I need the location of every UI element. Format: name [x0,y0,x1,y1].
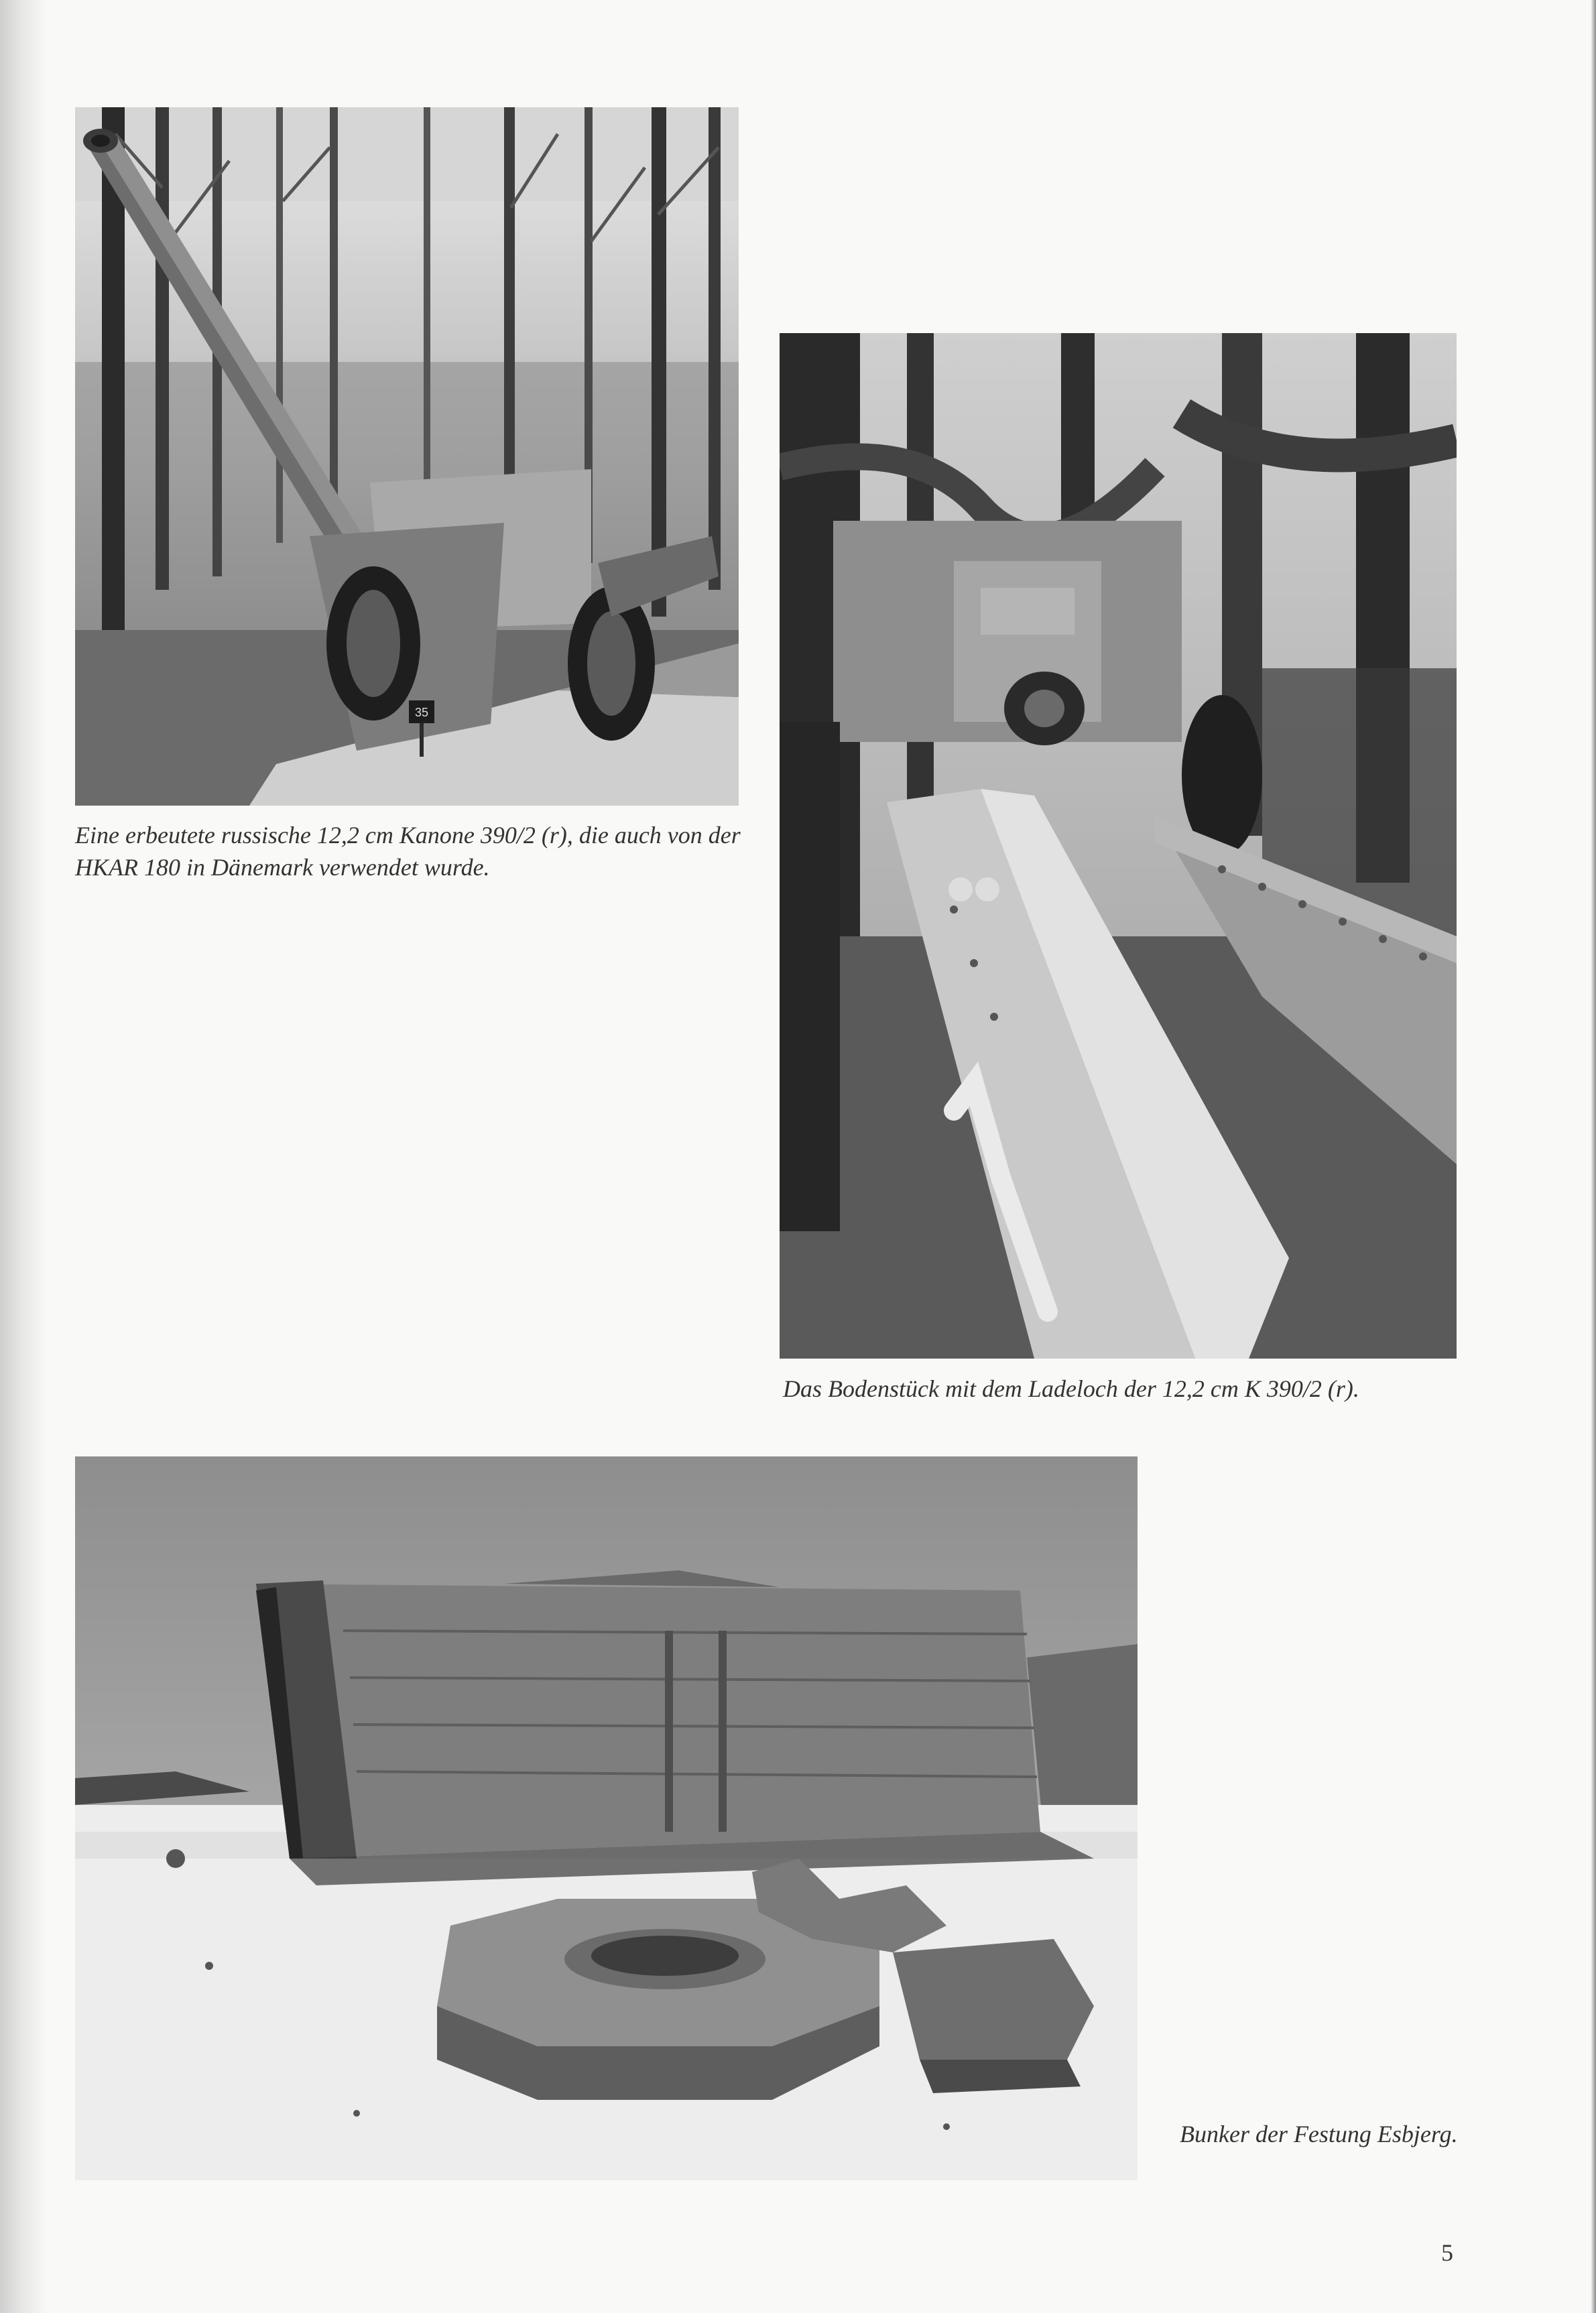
page-right-edge [1591,0,1596,2313]
page-binding-shadow [0,0,47,2313]
bunker-illustration [75,1456,1138,2180]
bunker-caption: Bunker der Festung Esbjerg. [1180,2121,1458,2147]
bunker-photo [75,1456,1138,2180]
museum-sign-number: 35 [414,706,429,719]
cannon-caption: Eine erbeutete russische 12,2 cm Kanone 390/2 (r), die auch von der HKAR 180 in Dänemark verwendet wurde. [75,822,741,881]
breech-photo [780,333,1457,1359]
page-number: 5 [1441,2239,1453,2266]
cannon-forest-photo [75,107,739,806]
breech-illustration [780,333,1457,1359]
breech-caption: Das Bodenstück mit dem Ladeloch der 12,2 cm K 390/2 (r). [783,1375,1359,1402]
cannon-forest-illustration [75,107,739,806]
